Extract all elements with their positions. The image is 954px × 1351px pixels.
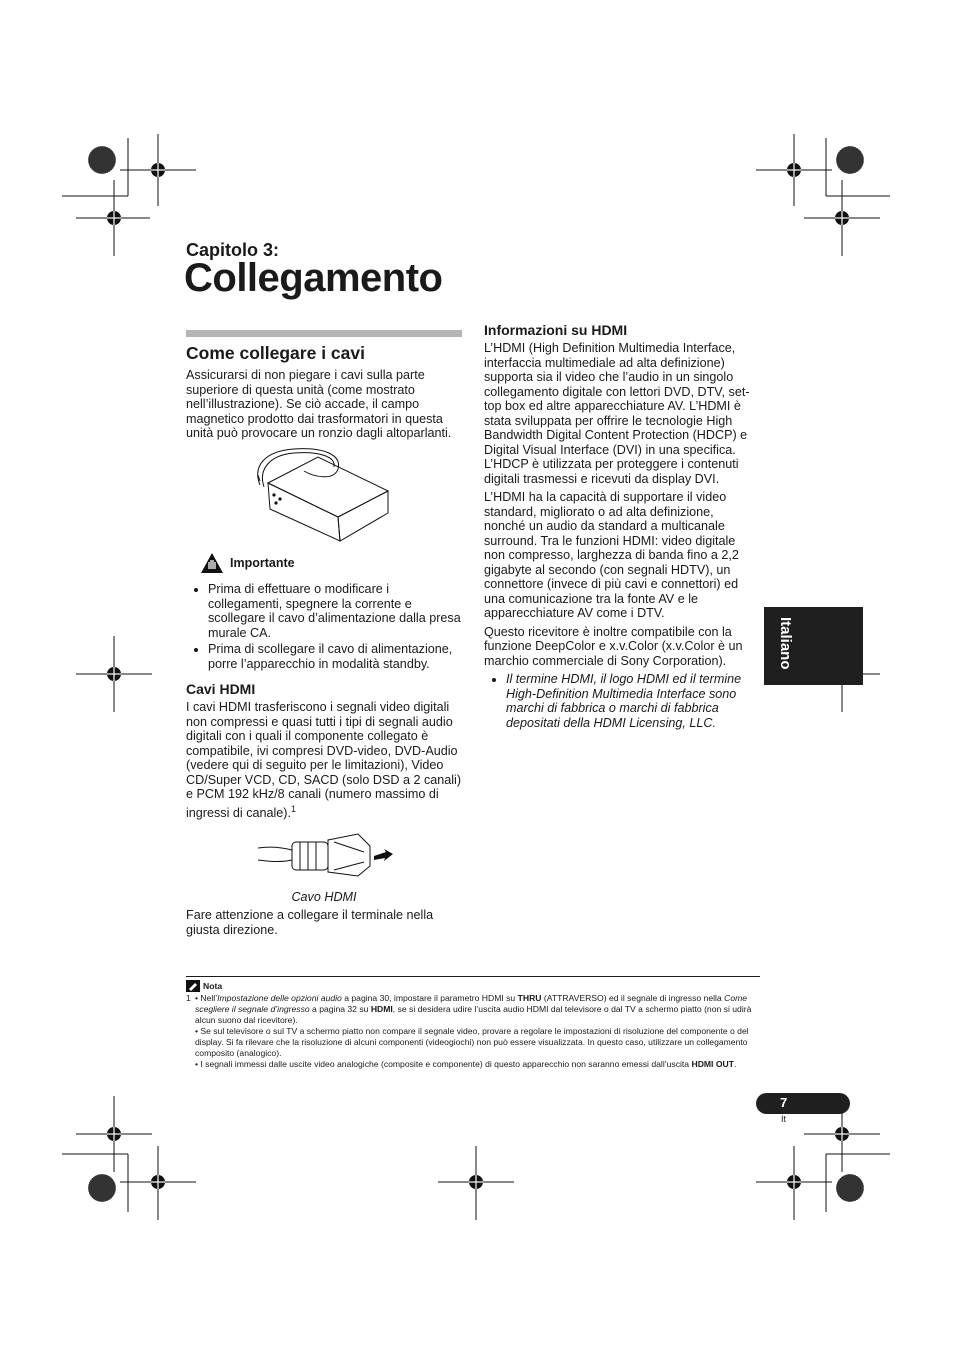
left-column [186, 330, 462, 941]
right-column [484, 322, 756, 732]
hdmi-cable-drawing [258, 828, 394, 884]
hdmi-info-paragraph: Questo ricevitore è inoltre compatibile con la funzione DeepColor e x.v.Color (x.v.Color è un marchio commerciale di Sony Corporation). [484, 624, 743, 668]
note-item-1 [186, 993, 760, 1026]
note-divider [186, 976, 760, 977]
note-text: (ATTRAVERSO) ed il segnale di ingresso nella [541, 993, 725, 1003]
note-item-3 [186, 1059, 760, 1070]
unit-cable-drawing [254, 447, 390, 543]
note-text: a pagina 32 su [309, 1004, 371, 1014]
note-pencil-icon [186, 980, 200, 992]
trademark-list [484, 672, 756, 730]
section-title: Come collegare i cavi [186, 343, 365, 363]
hdmi-cables-body: I cavi HDMI trasferiscono i segnali video digitali non compressi e quasi tutti i tipi di segnali audio digitali con i quali il componente collegato è compatibile, ivi compresi DVD-video, DVD-Audio (vedere qui di seguito per le limitazioni), Video CD/Super VCD, CD, SACD (solo DSD a 2 canali) e PCM 192 kHz/8 canali (numero massimo di ingressi di canale). [186, 700, 462, 820]
intro-text: Assicurarsi di non piegare i cavi sulla parte superiore di questa unità (come mostrato nell’illustrazione). Se ciò accade, il campo magnetico prodotto dai trasformatori in questa unità può provocare un ronzio dagli altoparlanti. [186, 368, 452, 440]
hdmi-cables-text [186, 700, 462, 820]
trademark-note: • Il termine HDMI, il logo HDMI ed il termine High-Definition Multimedia Interface sono marchi di fabbrica o marchi di fabbrica depositati della HDMI Licensing, LLC. [506, 672, 756, 730]
note-text: Come scegliere il segnale d’ingresso [195, 993, 748, 1014]
direction-text: Fare attenzione a collegare il terminale nella giusta direzione. [186, 908, 434, 937]
page-number: 7 [780, 1095, 788, 1110]
note-number: 1 [186, 993, 191, 1003]
note-text: , se si desidera udire l’uscita audio HDMI dal televisore o dal TV a schermo piatto (non si udirà alcun suono dal ricevitore). [195, 1004, 752, 1025]
section-bar [186, 330, 462, 337]
hdmi-info-title: Informazioni su HDMI [484, 322, 628, 338]
footnote-ref: 1 [291, 803, 297, 814]
cable-caption: Cavo HDMI [291, 889, 357, 904]
page-number-badge [756, 1093, 850, 1114]
chapter-label: Capitolo 3: [186, 240, 279, 260]
important-list [186, 582, 462, 671]
note-text: HDMI [370, 1004, 393, 1014]
unit-illustration [254, 447, 462, 547]
language-label: Italiano [777, 617, 794, 670]
hdmi-info-paragraph: L’HDMI (High Definition Multimedia Interface, interfaccia multimediale ad alta definizione) supporta sia il video che l’audio in un singolo collegamento digitale con lettori DVD, DTV, set-top box ed altre apparecchiature AV. L’HDMI è stata sviluppata per offrire le tecnologie High Bandwidth Digital Content Protection (HDCP) e Digital Visual Interface (DVI) in una specifica. L’HDCP è utilizzata per proteggere i contenuti digitali trasmessi e ricevuti da display DVI. [484, 341, 750, 486]
important-item: • Prima di scollegare il cavo di alimentazione, porre l’apparecchio in modalità standby. [208, 642, 462, 671]
hdmi-info-paragraph: L’HDMI ha la capacità di supportare il video standard, migliorato o ad alta definizione, nonché un audio da standard a multicanale surround. Tra le funzioni HDMI: video digitale non compresso, larghezza di banda fino a 2,2 gigabyte al secondo (con segnali HDTV), un connettore (invece di più cavi e connettori) ed una comunicazione tra la fonte AV e le apparecchiature AV come i DTV. [484, 490, 739, 620]
note-item-2: • Se sul televisore o sul TV a schermo piatto non compare il segnale video, provare a regolare le impostazioni di risoluzione del componente o del display. Si fa rilevare che la risoluzione di alcuni componenti (videogiochi) non può essere visualizzata. In questo caso, utilizzare un collegamento composito (analogico). [195, 1026, 749, 1058]
note-text: THRU [517, 993, 542, 1003]
hdmi-cables-title: Cavi HDMI [186, 681, 256, 697]
chapter-title: Collegamento [184, 256, 443, 300]
note-text: • Nell’ [195, 993, 218, 1003]
important-header [200, 552, 462, 574]
page-lang-code: It [781, 1114, 787, 1124]
warning-hand-icon [200, 552, 224, 574]
important-label: Importante [230, 555, 295, 570]
language-tab [764, 607, 863, 685]
note-text: • I segnali immessi dalle uscite video analogiche (composite e componente) di questo apparecchio non saranno emessi dall’uscita [195, 1059, 692, 1069]
footnote-block [186, 980, 760, 1070]
important-item: • Prima di effettuare o modificare i collegamenti, spegnere la corrente e scollegare il cavo d’alimentazione dalla presa murale CA. [208, 582, 462, 640]
note-text: a pagina 30, impostare il parametro HDMI su [341, 993, 518, 1003]
note-text: Impostazione delle opzioni audio [217, 993, 342, 1003]
note-text: . [733, 1059, 737, 1069]
hdmi-cable-illustration [258, 828, 462, 888]
note-label: Nota [203, 980, 223, 991]
note-text: HDMI OUT [691, 1059, 734, 1069]
